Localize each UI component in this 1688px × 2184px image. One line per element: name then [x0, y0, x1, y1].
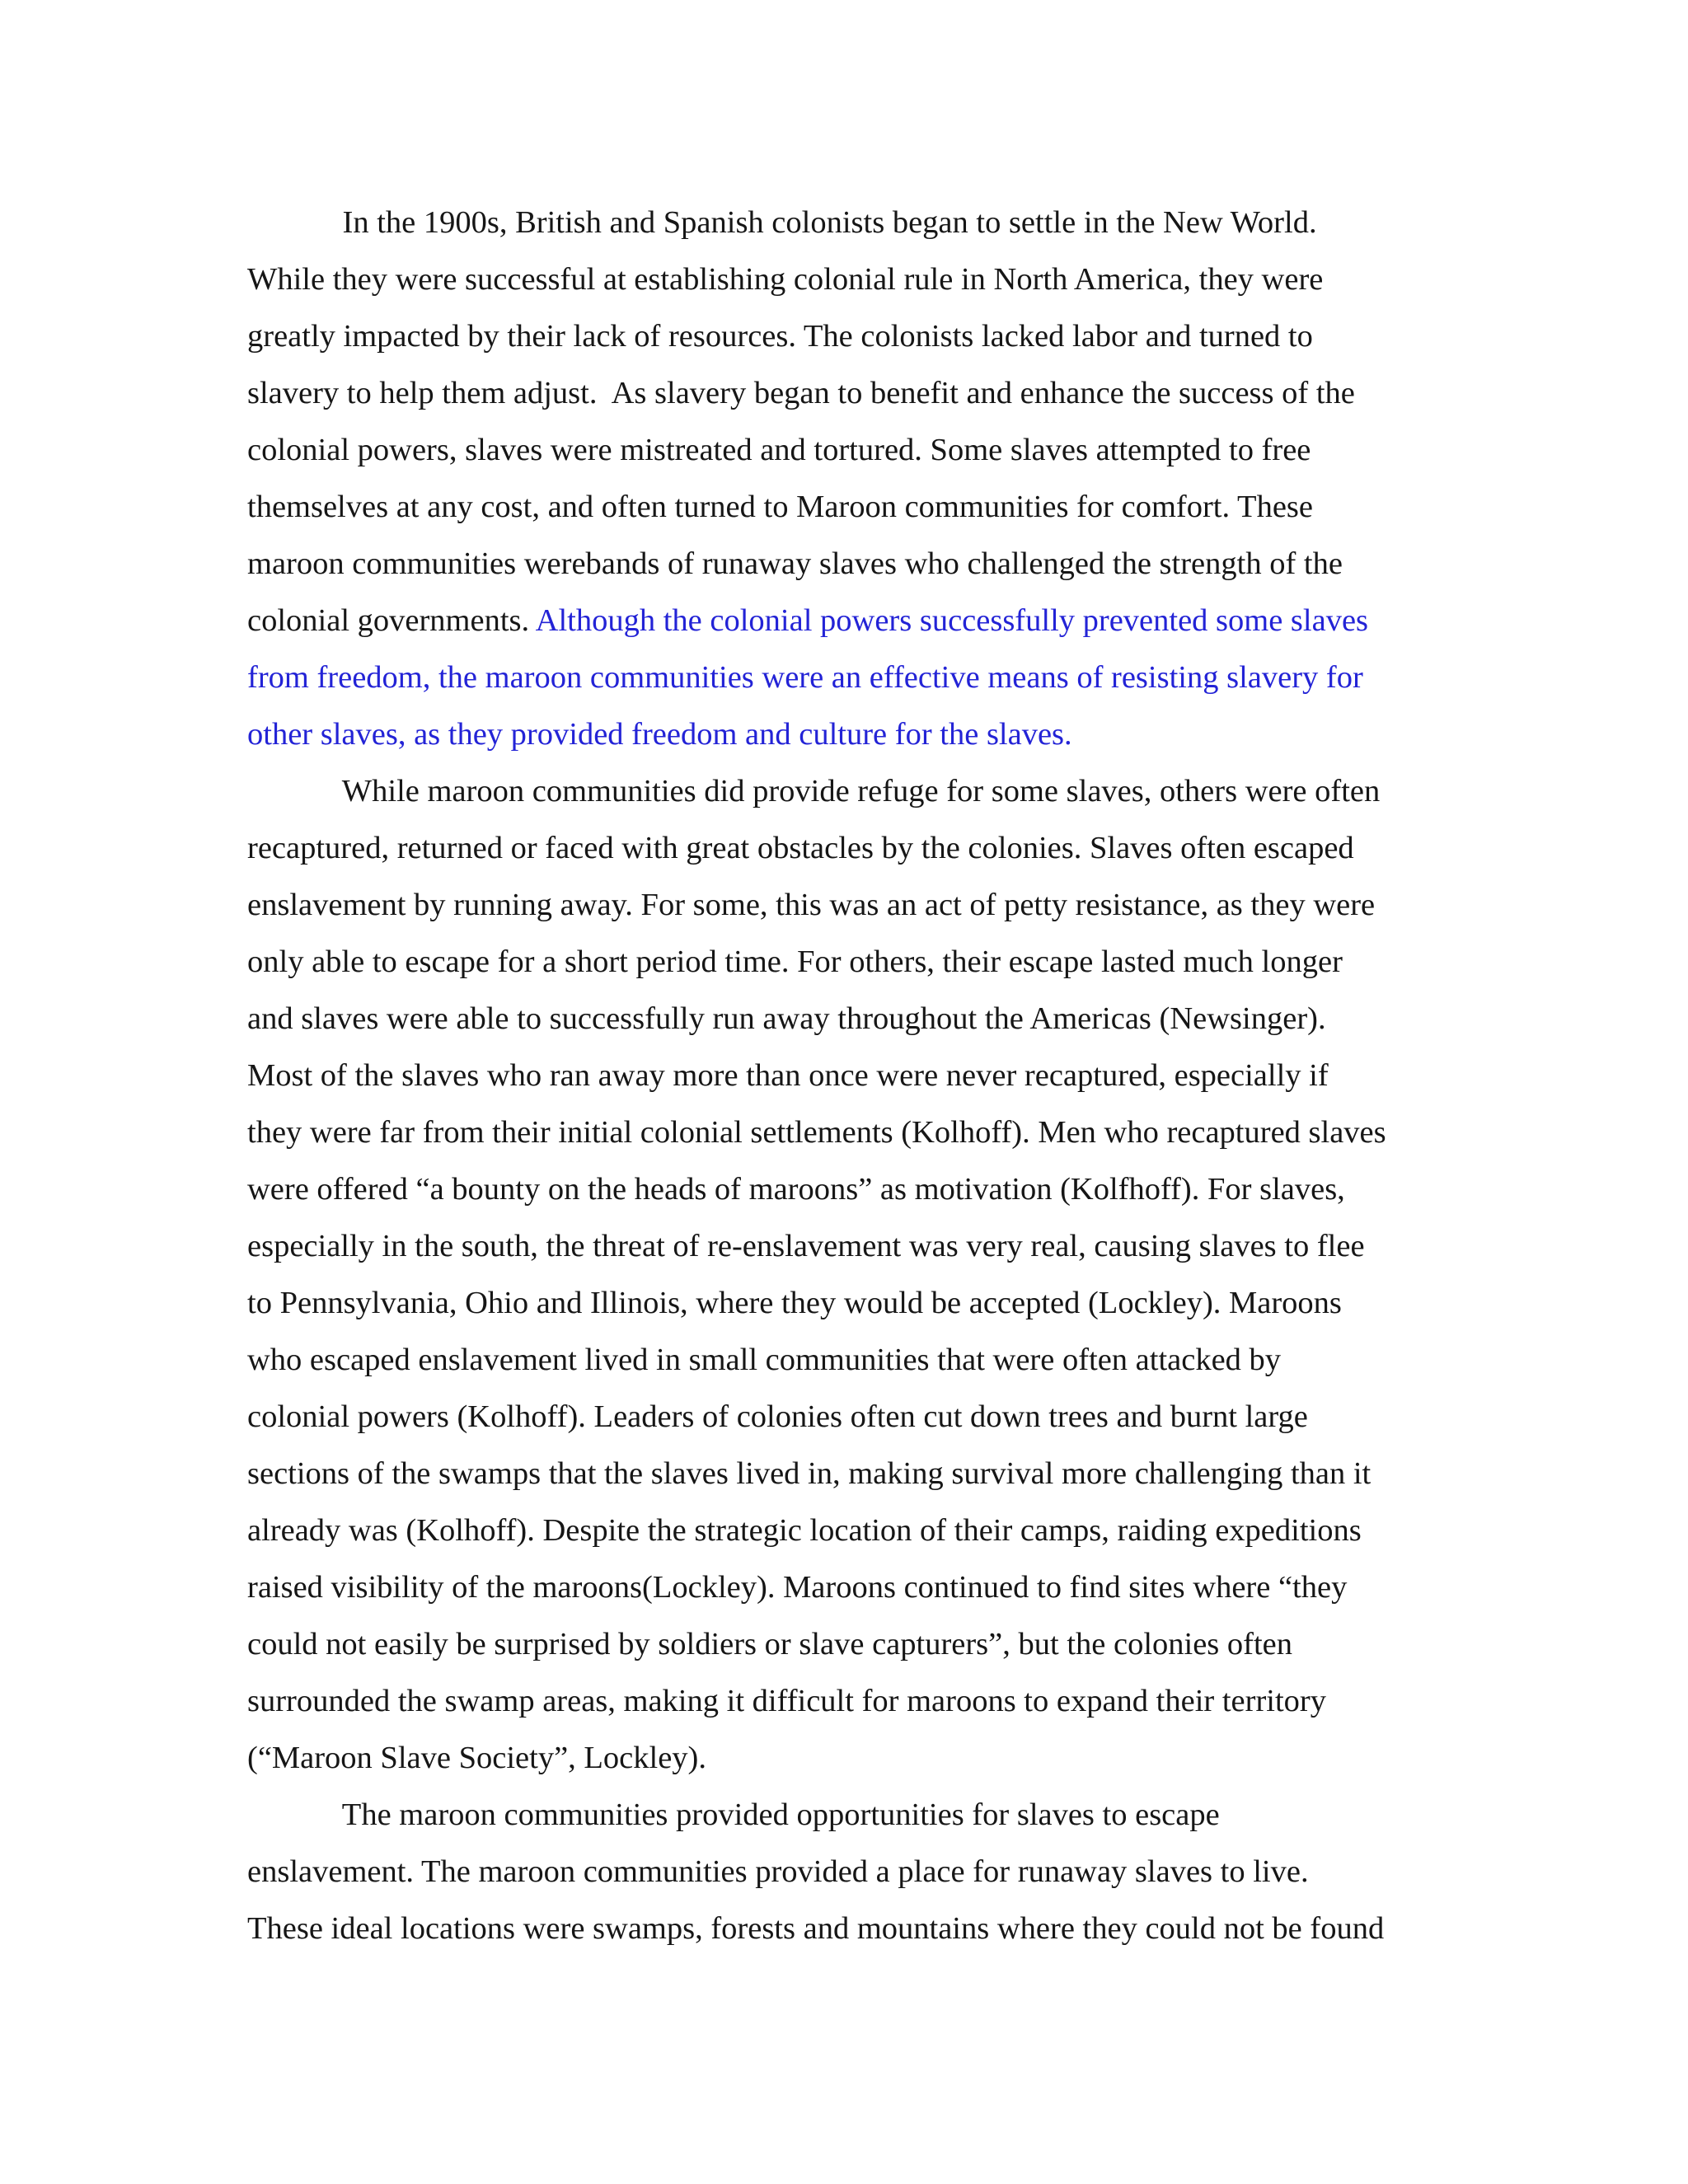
body-text: to Pennsylvania, Ohio and Illinois, where they would be accepted (Lockley). Maroons: [247, 1286, 1342, 1320]
text-line: [247, 536, 1441, 593]
body-text: (“Maroon Slave Society”, Lockley).: [247, 1741, 706, 1775]
body-text: The maroon communities provided opportunities for slaves to escape: [247, 1797, 1220, 1832]
body-text: While they were successful at establishing colonial rule in North America, they were: [247, 262, 1324, 297]
body-text: colonial powers (Kolhoff). Leaders of colonies often cut down trees and burnt large: [247, 1399, 1308, 1434]
body-text: colonial powers, slaves were mistreated and tortured. Some slaves attempted to free: [247, 433, 1311, 467]
text-line: [247, 365, 1441, 422]
body-text: maroon communities werebands of runaway slaves who challenged the strength of the: [247, 546, 1343, 581]
text-line: [247, 1787, 1441, 1844]
text-line: [247, 1730, 1441, 1787]
body-text: sections of the swamps that the slaves lived in, making survival more challenging than it: [247, 1456, 1372, 1491]
text-line: [247, 877, 1441, 934]
body-text: enslavement. The maroon communities provided a place for runaway slaves to live.: [247, 1854, 1309, 1889]
body-text: raised visibility of the maroons(Lockley). Maroons continued to find sites where “they: [247, 1570, 1348, 1605]
paragraph: [247, 1787, 1441, 1957]
body-text: especially in the south, the threat of re-enslavement was very real, causing slaves to flee: [247, 1229, 1365, 1263]
body-text: recaptured, returned or faced with great obstacles by the colonies. Slaves often escaped: [247, 831, 1354, 865]
body-text: enslavement by running away. For some, this was an act of petty resistance, as they were: [247, 888, 1376, 922]
text-line: [247, 1446, 1441, 1502]
text-line: [247, 706, 1441, 763]
text-line: [247, 649, 1441, 706]
text-line: [247, 1900, 1441, 1957]
text-line: [247, 1502, 1441, 1559]
body-text: surrounded the swamp areas, making it difficult for maroons to expand their territory: [247, 1684, 1326, 1718]
text-line: [247, 1047, 1441, 1104]
body-text: and slaves were able to successfully run away throughout the Americas (Newsinger).: [247, 1001, 1326, 1036]
body-text: they were far from their initial colonial settlements (Kolhoff). Men who recaptured slaves: [247, 1115, 1386, 1150]
text-line: [247, 422, 1441, 479]
body-text: While maroon communities did provide refuge for some slaves, others were often: [247, 774, 1381, 808]
text-line: [247, 934, 1441, 991]
body-text: greatly impacted by their lack of resources. The colonists lacked labor and turned to: [247, 319, 1313, 354]
body-text: themselves at any cost, and often turned to Maroon communities for comfort. These: [247, 490, 1313, 524]
text-line: [247, 1332, 1441, 1389]
text-line: [247, 194, 1441, 251]
body-text: could not easily be surprised by soldiers or slave capturers”, but the colonies often: [247, 1627, 1293, 1661]
text-line: [247, 820, 1441, 877]
body-text: These ideal locations were swamps, forests and mountains where they could not be found: [247, 1911, 1385, 1946]
text-line: [247, 763, 1441, 820]
essay-body: [247, 194, 1441, 1957]
text-line: [247, 593, 1441, 649]
body-text: only able to escape for a short period time. For others, their escape lasted much longer: [247, 944, 1343, 979]
text-line: [247, 1673, 1441, 1730]
paragraph: [247, 763, 1441, 1787]
paragraph: [247, 194, 1441, 763]
body-text: who escaped enslavement lived in small communities that were often attacked by: [247, 1343, 1282, 1377]
text-line: [247, 1616, 1441, 1673]
text-line: [247, 1389, 1441, 1446]
text-line: [247, 479, 1441, 536]
text-line: [247, 991, 1441, 1047]
body-text: In the 1900s, British and Spanish colonists began to settle in the New World.: [247, 205, 1317, 240]
text-line: [247, 1275, 1441, 1332]
thesis-text: from freedom, the maroon communities were an effective means of resisting slavery for: [247, 660, 1363, 695]
thesis-text: other slaves, as they provided freedom and culture for the slaves.: [247, 717, 1072, 752]
text-line: [247, 1844, 1441, 1900]
body-text: already was (Kolhoff). Despite the strategic location of their camps, raiding expeditions: [247, 1513, 1362, 1548]
body-text: Most of the slaves who ran away more than once were never recaptured, especially if: [247, 1058, 1329, 1093]
body-text: colonial governments.: [247, 603, 536, 638]
text-line: [247, 1559, 1441, 1616]
text-line: [247, 1161, 1441, 1218]
text-line: [247, 1218, 1441, 1275]
text-line: [247, 1104, 1441, 1161]
body-text: slavery to help them adjust. As slavery began to benefit and enhance the success of the: [247, 376, 1355, 410]
text-line: [247, 251, 1441, 308]
text-line: [247, 308, 1441, 365]
thesis-text: Although the colonial powers successfully prevented some slaves: [535, 603, 1369, 638]
body-text: were offered “a bounty on the heads of maroons” as motivation (Kolfhoff). For slaves,: [247, 1172, 1345, 1207]
